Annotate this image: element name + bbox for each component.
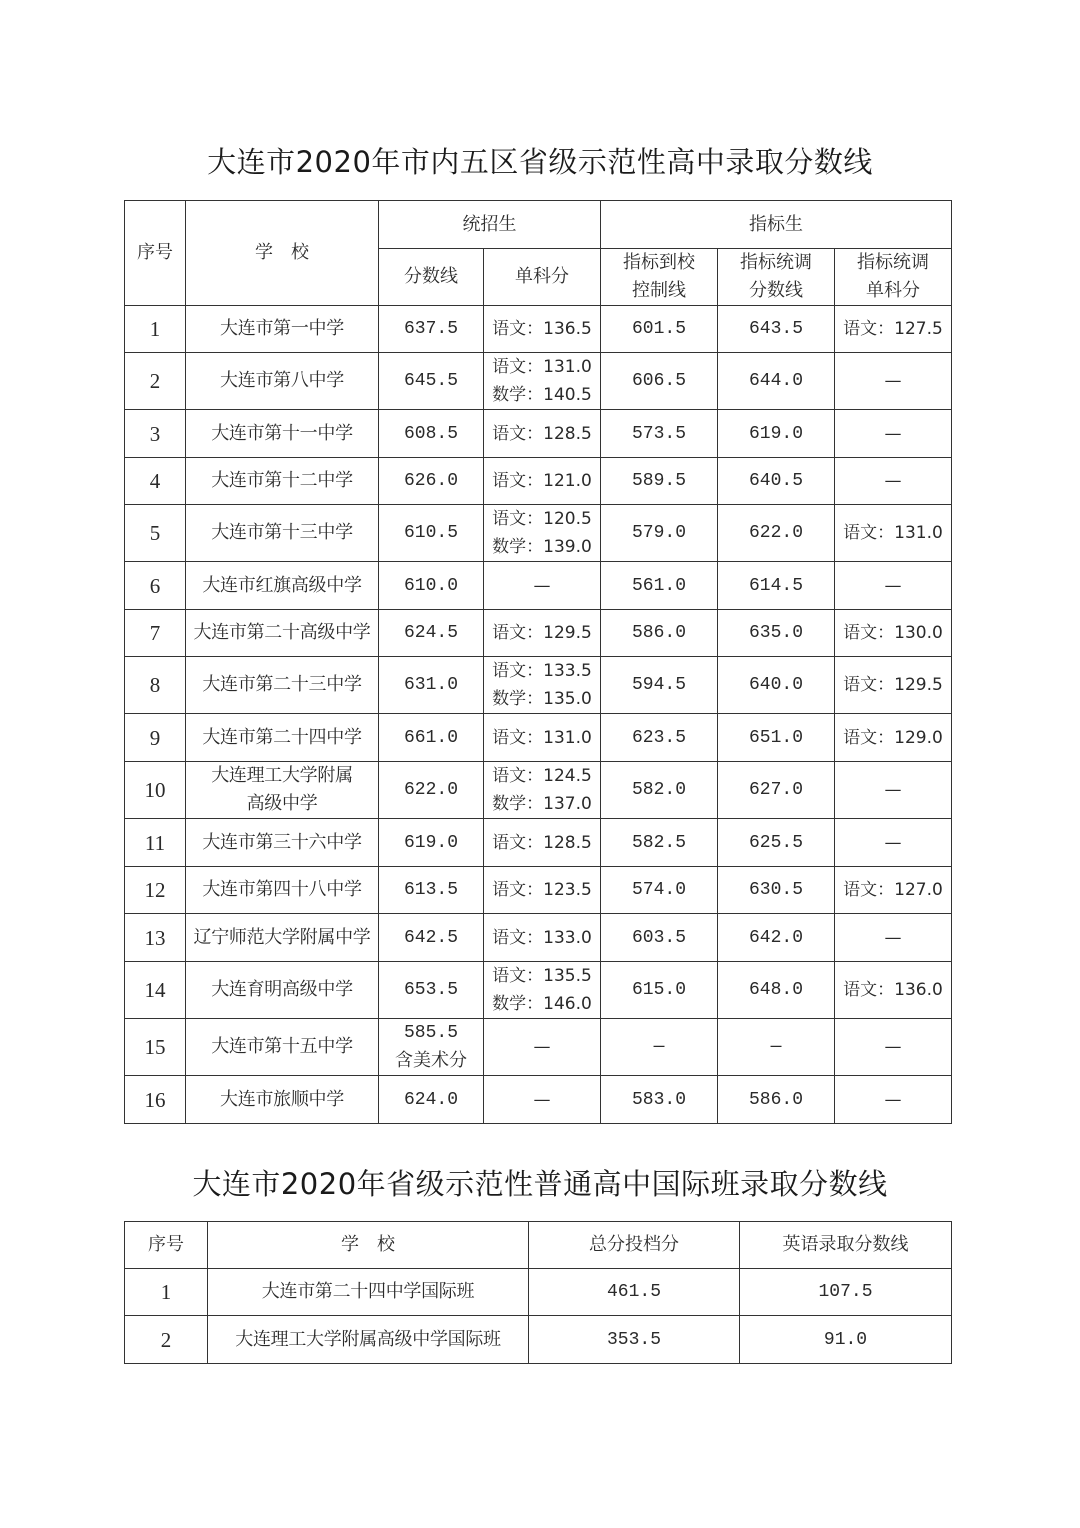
table-row: [125, 819, 952, 867]
cell-quota-adjust-subject: —: [835, 1019, 952, 1076]
table-row: [125, 1076, 952, 1124]
cell-index: 11: [125, 819, 186, 867]
cell-unified-score: 624.5: [379, 610, 484, 657]
cell-school: 大连理工大学附属 高级中学: [186, 762, 379, 819]
cell-quota-control: 601.5: [601, 306, 718, 353]
header-index: 序号: [125, 201, 186, 306]
cell-quota-adjust-subject: —: [835, 353, 952, 410]
cell-school: 大连市第三十六中学: [186, 819, 379, 867]
cell-unified-score: 637.5: [379, 306, 484, 353]
header-group-unified: 统招生: [379, 201, 601, 249]
cell-quota-control: 589.5: [601, 458, 718, 505]
cell-quota-control: 594.5: [601, 657, 718, 714]
cell-quota-control: 582.5: [601, 819, 718, 867]
cell-quota-control: 606.5: [601, 353, 718, 410]
cell-unified-score: 585.5 含美术分: [379, 1019, 484, 1076]
cell-quota-adjust-subject: 语文：136.0: [835, 962, 952, 1019]
table-row: [125, 1019, 952, 1076]
cell-unified-subject: 语文：121.0: [484, 458, 601, 505]
cell-school: 大连市第十一中学: [186, 410, 379, 458]
table-row: [125, 1269, 952, 1316]
table-row: [125, 306, 952, 353]
cell-unified-score: 610.5: [379, 505, 484, 562]
cell-quota-adjust-subject: 语文：127.5: [835, 306, 952, 353]
cell-school: 大连育明高级中学: [186, 962, 379, 1019]
cell-unified-score: 653.5: [379, 962, 484, 1019]
cell-index: 2: [125, 353, 186, 410]
table-row: [125, 458, 952, 505]
cell-index: 10: [125, 762, 186, 819]
cell-index: 8: [125, 657, 186, 714]
cell-index: 16: [125, 1076, 186, 1124]
header-english-score: 英语录取分数线: [740, 1222, 952, 1269]
cell-unified-subject: —: [484, 1076, 601, 1124]
table-row: [125, 714, 952, 762]
cell-quota-adjust-score: 622.0: [718, 505, 835, 562]
cell-quota-adjust-subject: 语文：129.5: [835, 657, 952, 714]
cell-school: 大连市红旗高级中学: [186, 562, 379, 610]
header-quota-control: 指标到校控制线: [601, 249, 718, 306]
cell-unified-subject: 语文：133.0: [484, 914, 601, 962]
cell-quota-adjust-subject: 语文：129.0: [835, 714, 952, 762]
table-row: [125, 867, 952, 914]
cell-index: 5: [125, 505, 186, 562]
cell-quota-control: 586.0: [601, 610, 718, 657]
cell-unified-score: 661.0: [379, 714, 484, 762]
cell-english-score: 91.0: [740, 1316, 952, 1364]
cell-school: 大连市第二十四中学: [186, 714, 379, 762]
cell-index: 14: [125, 962, 186, 1019]
cell-quota-adjust-score: 635.0: [718, 610, 835, 657]
cell-unified-subject: 语文：135.5 数学：146.0: [484, 962, 601, 1019]
cell-quota-adjust-subject: —: [835, 410, 952, 458]
cell-quota-control: —: [601, 1019, 718, 1076]
cell-quota-adjust-subject: —: [835, 1076, 952, 1124]
cell-quota-adjust-score: 642.0: [718, 914, 835, 962]
cell-unified-subject: 语文：136.5: [484, 306, 601, 353]
table-row: [125, 610, 952, 657]
cell-quota-adjust-score: 625.5: [718, 819, 835, 867]
cell-unified-score: 631.0: [379, 657, 484, 714]
cell-unified-subject: 语文：131.0 数学：140.5: [484, 353, 601, 410]
cell-index: 15: [125, 1019, 186, 1076]
cell-school: 大连市第四十八中学: [186, 867, 379, 914]
cell-school: 大连市第二十四中学国际班: [208, 1269, 529, 1316]
cell-school: 大连市第一中学: [186, 306, 379, 353]
cell-quota-control: 583.0: [601, 1076, 718, 1124]
header-total-score: 总分投档分: [529, 1222, 740, 1269]
cell-quota-adjust-score: 640.5: [718, 458, 835, 505]
table-row: [125, 505, 952, 562]
cell-quota-control: 603.5: [601, 914, 718, 962]
cell-unified-score: 624.0: [379, 1076, 484, 1124]
cell-school: 大连市第十二中学: [186, 458, 379, 505]
cell-quota-adjust-subject: —: [835, 458, 952, 505]
table-row: [125, 914, 952, 962]
cell-index: 1: [125, 306, 186, 353]
art-score-note: 含美术分: [395, 1050, 467, 1071]
cell-quota-adjust-score: 643.5: [718, 306, 835, 353]
header-unified-subject: 单科分: [484, 249, 601, 306]
cell-quota-adjust-score: 614.5: [718, 562, 835, 610]
cell-unified-score: 608.5: [379, 410, 484, 458]
cell-quota-control: 574.0: [601, 867, 718, 914]
cell-quota-adjust-score: 627.0: [718, 762, 835, 819]
cell-total-score: 353.5: [529, 1316, 740, 1364]
cell-quota-adjust-subject: —: [835, 562, 952, 610]
header-school: 学 校: [208, 1222, 529, 1269]
cell-school: 大连市第十三中学: [186, 505, 379, 562]
cell-quota-adjust-score: —: [718, 1019, 835, 1076]
cell-unified-subject: —: [484, 562, 601, 610]
header-quota-adjust-subject: 指标统调单科分: [835, 249, 952, 306]
cell-unified-subject: 语文：123.5: [484, 867, 601, 914]
cell-quota-adjust-score: 630.5: [718, 867, 835, 914]
table-row: [125, 657, 952, 714]
cell-total-score: 461.5: [529, 1269, 740, 1316]
table1-title: 大连市2020年市内五区省级示范性高中录取分数线: [207, 145, 873, 179]
cell-quota-adjust-score: 586.0: [718, 1076, 835, 1124]
table-row: [125, 1316, 952, 1364]
header-unified-score: 分数线: [379, 249, 484, 306]
header-quota-adjust-score: 指标统调分数线: [718, 249, 835, 306]
cell-quota-adjust-score: 640.0: [718, 657, 835, 714]
cell-unified-score: 613.5: [379, 867, 484, 914]
cell-quota-control: 615.0: [601, 962, 718, 1019]
cell-unified-subject: 语文：124.5 数学：137.0: [484, 762, 601, 819]
table-row: [125, 562, 952, 610]
cell-quota-adjust-subject: —: [835, 819, 952, 867]
cell-unified-score: 626.0: [379, 458, 484, 505]
cell-unified-subject: 语文：133.5 数学：135.0: [484, 657, 601, 714]
cell-school: 大连市第二十三中学: [186, 657, 379, 714]
header-school: 学 校: [186, 201, 379, 306]
cell-unified-score: 619.0: [379, 819, 484, 867]
cell-quota-adjust-score: 619.0: [718, 410, 835, 458]
table-row: [125, 762, 952, 819]
cell-school: 大连理工大学附属高级中学国际班: [208, 1316, 529, 1364]
cell-school: 大连市旅顺中学: [186, 1076, 379, 1124]
table2-title: 大连市2020年省级示范性普通高中国际班录取分数线: [192, 1167, 888, 1201]
table-row: [125, 410, 952, 458]
table-row: [125, 353, 952, 410]
cell-quota-adjust-score: 644.0: [718, 353, 835, 410]
cell-unified-subject: 语文：129.5: [484, 610, 601, 657]
cell-quota-control: 579.0: [601, 505, 718, 562]
cell-quota-adjust-subject: 语文：127.0: [835, 867, 952, 914]
cell-index: 7: [125, 610, 186, 657]
cell-school: 辽宁师范大学附属中学: [186, 914, 379, 962]
cell-unified-subject: 语文：120.5 数学：139.0: [484, 505, 601, 562]
cell-school: 大连市第二十高级中学: [186, 610, 379, 657]
table-row: [125, 962, 952, 1019]
admission-score-table: [124, 200, 952, 1124]
cell-english-score: 107.5: [740, 1269, 952, 1316]
cell-index: 2: [125, 1316, 208, 1364]
cell-school: 大连市第十五中学: [186, 1019, 379, 1076]
header-index: 序号: [125, 1222, 208, 1269]
cell-quota-adjust-subject: —: [835, 914, 952, 962]
cell-unified-subject: —: [484, 1019, 601, 1076]
cell-index: 6: [125, 562, 186, 610]
cell-index: 1: [125, 1269, 208, 1316]
cell-quota-control: 623.5: [601, 714, 718, 762]
cell-index: 9: [125, 714, 186, 762]
cell-unified-score: 610.0: [379, 562, 484, 610]
cell-school: 大连市第八中学: [186, 353, 379, 410]
cell-quota-adjust-subject: —: [835, 762, 952, 819]
cell-quota-adjust-score: 648.0: [718, 962, 835, 1019]
cell-unified-score: 622.0: [379, 762, 484, 819]
header-group-quota: 指标生: [601, 201, 952, 249]
cell-unified-score: 645.5: [379, 353, 484, 410]
cell-unified-subject: 语文：131.0: [484, 714, 601, 762]
cell-quota-control: 582.0: [601, 762, 718, 819]
cell-unified-subject: 语文：128.5: [484, 819, 601, 867]
cell-quota-adjust-subject: 语文：130.0: [835, 610, 952, 657]
international-class-score-table: [124, 1221, 952, 1364]
cell-index: 3: [125, 410, 186, 458]
cell-index: 13: [125, 914, 186, 962]
cell-quota-control: 561.0: [601, 562, 718, 610]
cell-quota-adjust-score: 651.0: [718, 714, 835, 762]
cell-quota-control: 573.5: [601, 410, 718, 458]
cell-index: 4: [125, 458, 186, 505]
cell-unified-score: 642.5: [379, 914, 484, 962]
cell-index: 12: [125, 867, 186, 914]
cell-unified-subject: 语文：128.5: [484, 410, 601, 458]
cell-quota-adjust-subject: 语文：131.0: [835, 505, 952, 562]
